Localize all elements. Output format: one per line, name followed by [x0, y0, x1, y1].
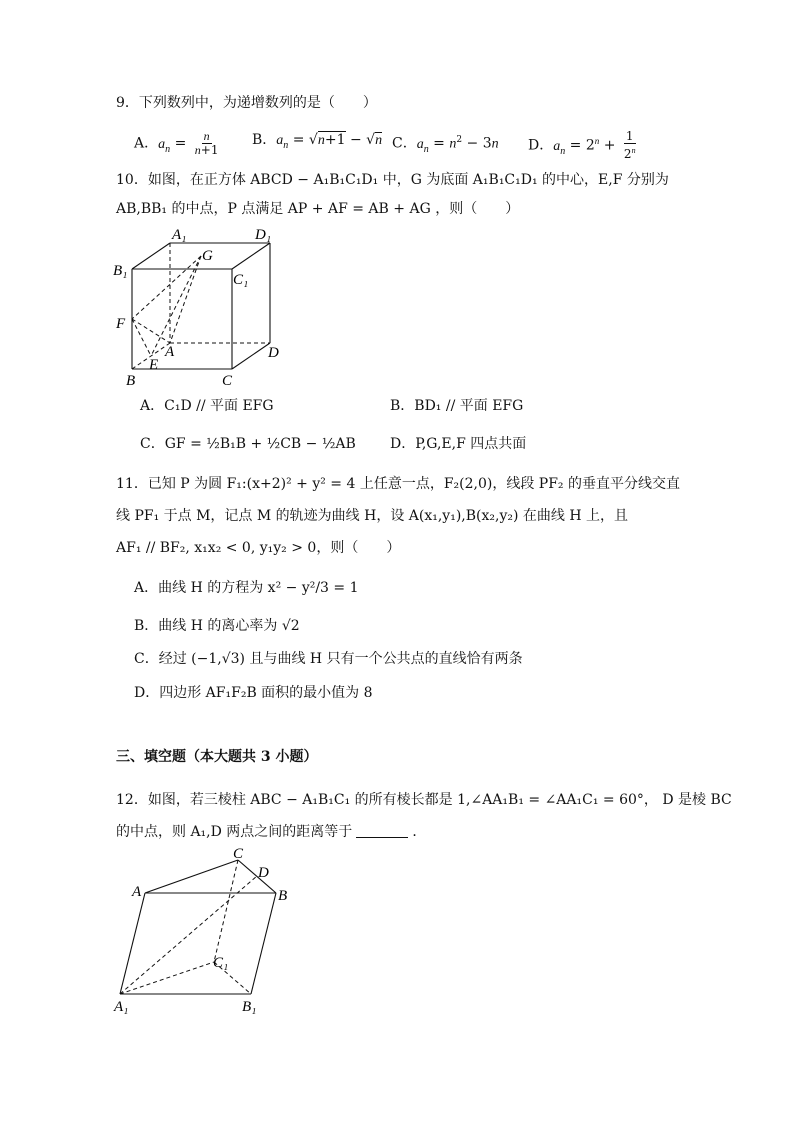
- edge-a1c1-hidden: [120, 962, 214, 994]
- prism-figure: [112, 846, 312, 1016]
- q10-option-d: D．P,G,E,F 四点共面: [390, 436, 527, 452]
- q11-stem-line2: 线 PF₁ 于点 M，记点 M 的轨迹为曲线 H，设 A(x₁,y₁),B(x₂,y₂) 在曲线 H 上，且: [116, 508, 628, 524]
- q10-option-a: A．C₁D // 平面 EFG: [140, 398, 274, 414]
- q11-option-d: D．四边形 AF₁F₂B 面积的最小值为 8: [134, 685, 373, 701]
- q9-option-a: A．$a_n$ = $\frac{n}{n+1}$: [134, 129, 219, 157]
- label-c: C: [222, 373, 233, 389]
- q10-option-b: B．BD₁ // 平面 EFG: [390, 398, 524, 414]
- edge-c1d1: [232, 243, 270, 269]
- segment-fa: [132, 319, 170, 343]
- label-b: B: [278, 888, 288, 904]
- section-title: 三、填空题（本大题共 3 小题）: [116, 749, 318, 765]
- label-c1: C₁: [213, 955, 229, 971]
- segment-ge: [151, 256, 201, 356]
- edge-aa1: [120, 893, 145, 994]
- label-d: D: [268, 345, 279, 361]
- label-b1: B₁: [242, 999, 257, 1015]
- label-b1: B₁: [113, 263, 128, 279]
- q11-option-c: C．经过 (−1,√3) 且与曲线 H 只有一个公共点的直线恰有两条: [134, 651, 523, 667]
- label-d: D: [258, 865, 269, 881]
- label-a1: A₁: [114, 999, 129, 1015]
- q9-option-b: B．$a_n = √n+1 - √n$: [252, 132, 383, 151]
- label-f: F: [116, 316, 126, 332]
- edge-a1b1: [132, 243, 170, 269]
- q11-stem-line3: AF₁ // BF₂, x₁x₂ < 0, y₁y₂ > 0，则（ ）: [116, 540, 401, 556]
- edge-cc1-hidden: [214, 860, 238, 962]
- q11-stem-line1: 11．已知 P 为圆 F₁:(x+2)² + y² = 4 上任意一点，F₂(2,0)，线段 PF₂ 的垂直平分线交直: [116, 476, 680, 492]
- q12-stem-line1: 12．如图，若三棱柱 ABC − A₁B₁C₁ 的所有棱长都是 1,∠AA₁B₁ = ∠AA₁C₁ = 60°， D 是棱 BC: [116, 792, 732, 808]
- label-a: A: [132, 884, 142, 900]
- q10-option-c: C．GF = ½B₁B + ½CB − ½AB: [140, 436, 356, 452]
- label-c: C: [233, 846, 244, 862]
- edge-ac: [145, 860, 238, 893]
- label-b: B: [126, 373, 136, 389]
- q10-stem-line1: 10．如图，在正方体 ABCD − A₁B₁C₁D₁ 中，G 为底面 A₁B₁C₁D₁ 的中心，E,F 分别为: [116, 172, 669, 188]
- label-e: E: [149, 357, 159, 373]
- label-g: G: [202, 248, 213, 264]
- label-a1: A₁: [172, 227, 187, 243]
- q10-stem-line2: AB,BB₁ 的中点，P 点满足 AP + AF = AB + AG ，则（ ）: [116, 201, 520, 217]
- q11-option-b: B．曲线 H 的离心率为 √2: [134, 618, 300, 634]
- q9-option-d: D．$a_n = 2^n$ + $\frac{1}{2^n}$: [528, 129, 636, 161]
- label-c1: C₁: [233, 272, 249, 288]
- answer-blank[interactable]: [356, 837, 408, 838]
- q12-stem-line2: 的中点，则 A₁,D 两点之间的距离等于 ．: [116, 824, 427, 840]
- cube-figure: [112, 222, 312, 392]
- segment-gf: [132, 256, 201, 319]
- label-d1: D₁: [255, 227, 272, 243]
- q11-option-a: A．曲线 H 的方程为 x² − y²/3 = 1: [134, 580, 359, 596]
- q9-option-c: C．$a_n = n^2 - 3n$: [392, 135, 499, 155]
- q9-stem: 9．下列数列中，为递增数列的是（ ）: [116, 95, 377, 111]
- edge-cd: [232, 343, 270, 369]
- edge-bb1: [251, 893, 276, 994]
- label-a: A: [165, 344, 175, 360]
